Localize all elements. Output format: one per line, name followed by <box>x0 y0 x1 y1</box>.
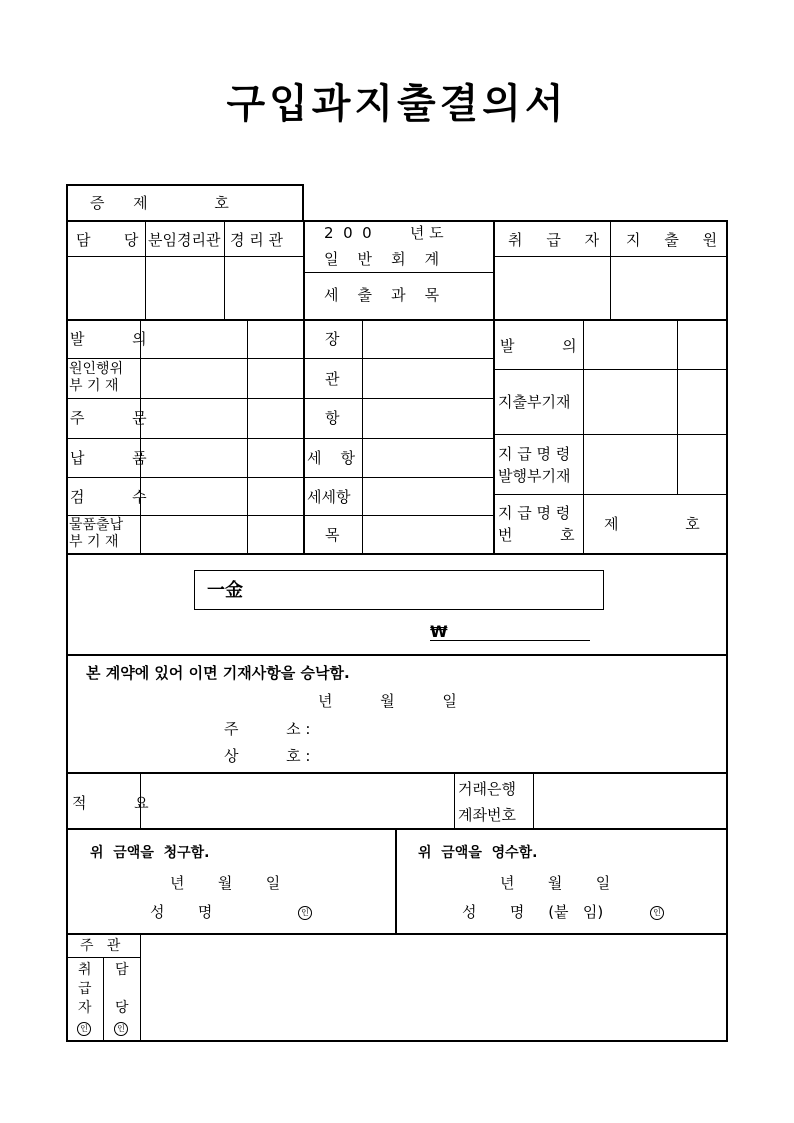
fiscal-year-label: 2 0 0 년 도 <box>324 224 444 242</box>
won-symbol: ₩ <box>430 622 448 641</box>
document-number-label: 증 제 호 <box>90 194 229 212</box>
summary-label: 적 요 <box>72 794 149 812</box>
bunim-label: 분임경리관 <box>148 231 221 249</box>
mid-row-mok: 목 <box>325 526 340 544</box>
dam-stamp-icon: 인 <box>114 1019 128 1037</box>
claim-date: 년 월 일 <box>170 874 281 892</box>
left-row-geomsu: 검 수 <box>70 488 147 506</box>
left-row-nappum: 납 품 <box>70 449 147 467</box>
right-row-jeho: 제 호 <box>604 515 700 533</box>
consent-address-label: 주 소 : <box>224 720 311 738</box>
disbursement-label: 지 출 원 <box>626 231 718 249</box>
left-row-jumun: 주 문 <box>70 409 147 427</box>
page-title: 구입과지출결의서 <box>226 80 568 127</box>
receipt-name: 성 명 (붙 임) <box>462 903 604 921</box>
receipt-stamp-icon: 인 <box>650 903 664 921</box>
won-amount-line[interactable] <box>430 640 590 641</box>
amount-field[interactable] <box>194 570 604 610</box>
claim-name: 성 명 <box>150 903 213 921</box>
left-row-bugi: 부 기 재 <box>69 378 119 394</box>
consent-company-label: 상 호 : <box>224 747 311 765</box>
bank-label: 거래은행 <box>458 780 516 798</box>
gyeongri-label: 경 리 관 <box>230 231 284 249</box>
handler-label: 취 급 자 <box>508 231 600 249</box>
general-account-label: 일 반 회 계 <box>324 250 440 268</box>
account-label: 계좌번호 <box>458 806 516 824</box>
damdang-label: 담 당 <box>76 231 139 249</box>
right-row-jigeup1: 지 급 명 령 <box>498 445 571 463</box>
receipt-text: 위 금액을 영수함. <box>418 845 538 861</box>
mid-row-sesehang: 세세항 <box>307 488 351 506</box>
geup-label: 급 <box>78 981 92 997</box>
mid-row-sehang: 세 항 <box>307 449 356 467</box>
amount-prefix: 一金 <box>207 580 243 601</box>
jugwan-label: 주 관 <box>80 938 121 954</box>
receipt-date: 년 월 일 <box>500 874 611 892</box>
chwi-label: 취 <box>78 962 92 978</box>
right-row-jichulbugi: 지출부기재 <box>498 393 571 411</box>
expenditure-item-label: 세 출 과 목 <box>324 286 440 304</box>
dang-label: 당 <box>115 1000 129 1016</box>
consent-date: 년 월 일 <box>318 692 457 710</box>
right-row-beonho: 번 호 <box>498 526 575 544</box>
right-row-balhaeng: 발행부기재 <box>498 467 571 485</box>
left-row-balui: 발 의 <box>70 330 147 348</box>
left-row-mulpum: 물품출납 <box>69 517 124 533</box>
dam-label: 담 <box>115 962 129 978</box>
right-row-jigeup2: 지 급 명 령 <box>498 504 571 522</box>
consent-text: 본 계약에 있어 이면 기재사항을 승낙함. <box>86 664 350 682</box>
mid-row-hang: 항 <box>325 409 340 427</box>
left-row-wonin: 원인행위 <box>69 361 124 377</box>
mid-row-jang: 장 <box>325 330 340 348</box>
chwi-stamp-icon: 인 <box>77 1019 91 1037</box>
left-row-bugi2: 부 기 재 <box>69 534 119 550</box>
ja-label: 자 <box>78 1000 92 1016</box>
mid-row-gwan: 관 <box>325 370 340 388</box>
right-row-balui: 발 의 <box>500 337 577 355</box>
claim-text: 위 금액을 청구함. <box>90 845 210 861</box>
claim-stamp-icon: 인 <box>298 903 312 921</box>
